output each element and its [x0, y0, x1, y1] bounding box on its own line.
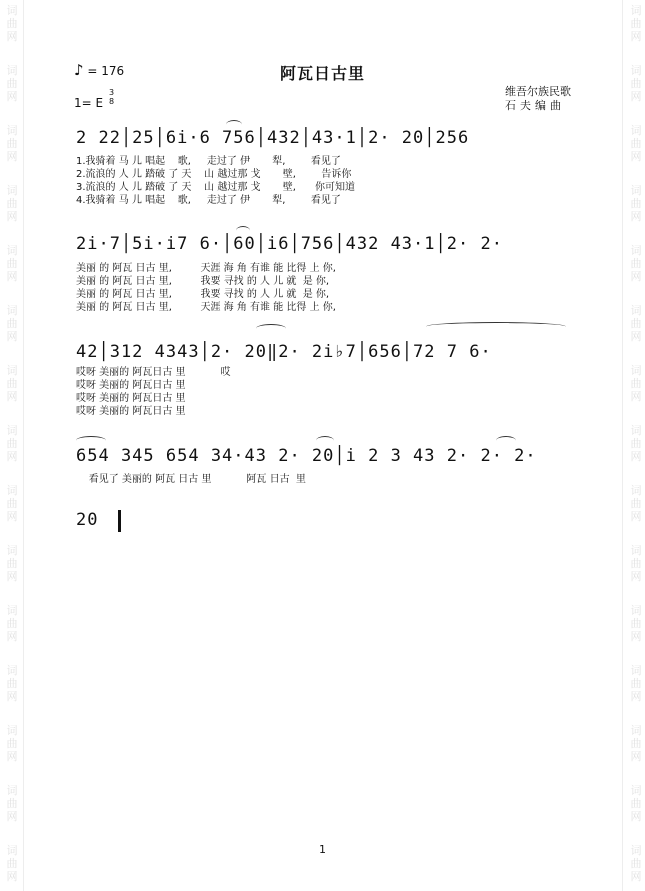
- watermark-mark: 词 曲 网: [630, 64, 642, 103]
- slur: [316, 436, 334, 445]
- slur: [256, 324, 286, 333]
- time-signature: [109, 88, 114, 106]
- watermark-mark: 词 曲 网: [630, 184, 642, 223]
- watermark-mark: 词 曲 网: [630, 304, 642, 343]
- watermark-mark: 词 曲 网: [630, 724, 642, 763]
- time-signature-top: 3: [109, 88, 115, 97]
- song-title: 阿瓦日古里: [279, 64, 365, 83]
- watermark-mark: 词 曲 网: [630, 604, 642, 643]
- lyric-verse-1: 哎呀 美丽的 阿瓦日古 里 哎: [76, 367, 231, 378]
- score-line-5: [76, 506, 571, 626]
- watermark-mark: 词 曲 网: [6, 304, 18, 343]
- page-number: 1: [319, 843, 326, 856]
- watermark-mark: 词 曲 网: [6, 784, 18, 823]
- lyric-verse-2: 2.流浪的 人 儿 踏破 了 天 山 越过那 戈 壁, 告诉你: [76, 169, 352, 180]
- watermark-mark: 词 曲 网: [630, 124, 642, 163]
- eighth-note-icon: ♪: [74, 61, 84, 79]
- watermark-right: [626, 0, 645, 891]
- lyric-verse-3: 哎呀 美丽的 阿瓦日古 里: [76, 393, 186, 404]
- watermark-mark: 词 曲 网: [630, 844, 642, 883]
- origin-credit: 维吾尔族民歌: [505, 85, 571, 98]
- notation-line: 654 345 654 34·43 2· 20│i 2 3 43 2· 2· 2·: [76, 446, 537, 466]
- arranger-credit: 石夫编曲: [505, 99, 565, 112]
- margin-rule-right: [622, 0, 623, 891]
- watermark-mark: 词 曲 网: [6, 664, 18, 703]
- watermark-mark: 词 曲 网: [6, 484, 18, 523]
- watermark-mark: 词 曲 网: [6, 124, 18, 163]
- notation-line: 20: [76, 510, 99, 530]
- slur: [496, 436, 516, 445]
- lyric-verse-4: 美丽 的 阿瓦 日古 里, 天涯 海 角 有谁 能 比得 上 你,: [76, 302, 336, 313]
- time-signature-bottom: 8: [109, 97, 115, 106]
- watermark-mark: 词 曲 网: [6, 184, 18, 223]
- watermark-mark: 词 曲 网: [6, 424, 18, 463]
- key-signature: 1= E: [74, 96, 104, 110]
- final-barline: [118, 510, 121, 532]
- watermark-mark: 词 曲 网: [6, 4, 18, 43]
- margin-rule-left: [23, 0, 24, 891]
- notation-line: 2 22│25│6i·6 756│432│43·1│2· 20│256: [76, 128, 470, 148]
- lyric-verse-1: 看见了 美丽的 阿瓦 日古 里 阿瓦 日古 里: [76, 474, 306, 485]
- watermark-mark: 词 曲 网: [6, 544, 18, 583]
- watermark-mark: 词 曲 网: [630, 364, 642, 403]
- watermark-mark: 词 曲 网: [6, 844, 18, 883]
- notation-line: 2i·7│5i·i7 6·│60│i6│756│432 43·1│2· 2·: [76, 234, 503, 254]
- lyric-verse-3: 美丽 的 阿瓦 日古 里, 我要 寻找 的 人 儿 就 是 你,: [76, 289, 330, 300]
- watermark-mark: 词 曲 网: [630, 244, 642, 283]
- score-line-3: [76, 322, 571, 442]
- slur: [76, 436, 106, 445]
- watermark-mark: 词 曲 网: [630, 484, 642, 523]
- lyric-verse-2: 美丽 的 阿瓦 日古 里, 我要 寻找 的 人 儿 就 是 你,: [76, 276, 330, 287]
- watermark-mark: 词 曲 网: [6, 364, 18, 403]
- lyric-verse-1: 1.我骑着 马 儿 唱起 歌, 走过了 伊 犁, 看见了: [76, 156, 341, 167]
- lyric-verse-4: 4.我骑着 马 儿 唱起 歌, 走过了 伊 犁, 看见了: [76, 195, 341, 206]
- watermark-mark: 词 曲 网: [630, 664, 642, 703]
- watermark-mark: 词 曲 网: [6, 64, 18, 103]
- watermark-mark: 词 曲 网: [630, 424, 642, 463]
- watermark-mark: 词 曲 网: [630, 784, 642, 823]
- lyric-verse-4: 哎呀 美丽的 阿瓦日古 里: [76, 406, 186, 417]
- notation-line: 42│312 4343│2· 20‖2· 2i♭7│656│72 7 6·: [76, 342, 492, 362]
- watermark-mark: 词 曲 网: [6, 604, 18, 643]
- lyric-verse-2: 哎呀 美丽的 阿瓦日古 里: [76, 380, 186, 391]
- watermark-mark: 词 曲 网: [6, 724, 18, 763]
- tempo-value: = 176: [87, 64, 125, 78]
- watermark-mark: 词 曲 网: [630, 544, 642, 583]
- slur: [426, 322, 566, 331]
- lyric-verse-3: 3.流浪的 人 儿 踏破 了 天 山 越过那 戈 壁, 你可知道: [76, 182, 356, 193]
- score-line-1: [76, 120, 571, 240]
- watermark-mark: 词 曲 网: [6, 244, 18, 283]
- lyric-verse-1: 美丽 的 阿瓦 日古 里, 天涯 海 角 有谁 能 比得 上 你,: [76, 263, 336, 274]
- watermark-mark: 词 曲 网: [630, 4, 642, 43]
- watermark-left: [2, 0, 22, 891]
